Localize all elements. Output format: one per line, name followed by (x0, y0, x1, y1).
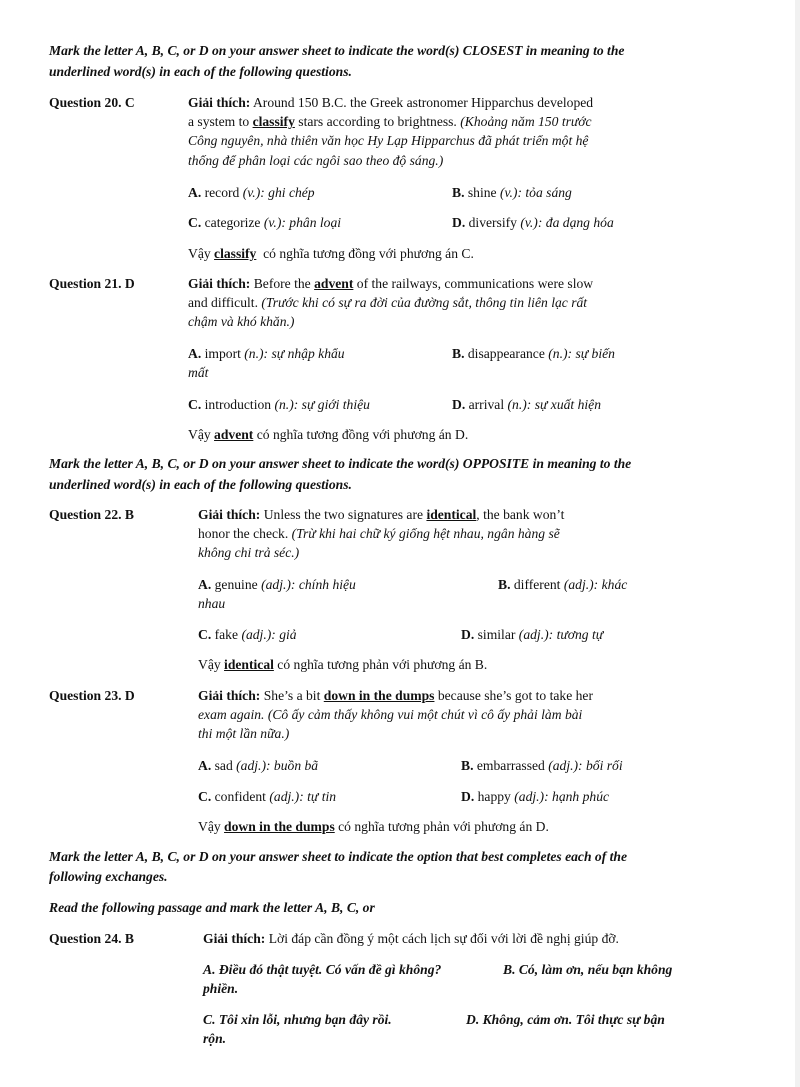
q20-keyword: classify (252, 114, 295, 129)
q24-option-d-cont: rộn. (203, 1031, 227, 1046)
q20-translation-2: Công nguyên, nhà thiên văn học Hy Lạp Hipparchus đã phát triển một hệ (188, 133, 589, 148)
page-edge-shadow (795, 0, 800, 1087)
q20-text-1: Around 150 B.C. the Greek astronomer Hipparchus developed (252, 95, 594, 110)
q22-option-a-cont: nhau (198, 596, 226, 611)
q21-conclusion: Vậy advent có nghĩa tương đồng với phương án D. (188, 427, 469, 442)
q22-option-d: D. similar (adj.): tương tự (461, 627, 604, 642)
q24-option-d: D. Không, cảm ơn. Tôi thực sự bận (466, 1012, 665, 1027)
instruction-opposite-line2: underlined word(s) in each of the following questions. (49, 477, 352, 492)
q21-option-d: D. arrival (n.): sự xuất hiện (452, 397, 602, 412)
q24-option-c: C. Tôi xin lỗi, nhưng bạn đây rồi. (203, 1012, 392, 1027)
question-22-label: Question 22. B (49, 507, 134, 522)
q20-option-b: B. shine (v.): tỏa sáng (452, 185, 572, 200)
question-20-line2 (188, 111, 592, 132)
question-21-line2: and difficult. (Trước khi có sự ra đời của đường sắt, thông tin liên lạc rất (188, 295, 588, 310)
question-21-line1: Giải thích: Before the advent of the railways, communications were slow (188, 276, 594, 291)
question-21-label: Question 21. D (49, 276, 135, 291)
question-22-line2: honor the check. (Trừ khi hai chữ ký giống hệt nhau, ngân hàng sẽ (198, 526, 560, 541)
q24-option-b-cont: phiền. (203, 981, 239, 996)
question-23-line1: Giải thích: She’s a bit down in the dumps because she’s got to take her (198, 688, 593, 703)
explain-label: Giải thích: (188, 95, 251, 110)
q20-translation-1: (Khoảng năm 150 trước (460, 114, 592, 129)
q20-text-2b: stars according to brightness. (294, 114, 457, 129)
q22-keyword: identical (426, 507, 477, 522)
q23-option-a: A. sad (adj.): buồn bã (198, 758, 319, 773)
q23-keyword: down in the dumps (323, 688, 435, 703)
q22-conclusion: Vậy identical có nghĩa tương phản với phương án B. (198, 657, 488, 672)
instruction-closest-line2: underlined word(s) in each of the following questions. (49, 64, 352, 79)
q23-option-c: C. confident (adj.): tự tin (198, 789, 337, 804)
question-23-label: Question 23. D (49, 688, 135, 703)
question-22-line1: Giải thích: Unless the two signatures are identical, the bank won’t (198, 507, 565, 522)
q23-conclusion: Vậy down in the dumps có nghĩa tương phản với phương án D. (198, 819, 549, 834)
q21-option-b-cont: mất (188, 365, 209, 380)
q24-option-a: A. Điều đó thật tuyệt. Có vấn đề gì không? (203, 962, 442, 977)
instruction-exchanges-line1: Mark the letter A, B, C, or D on your answer sheet to indicate the option that best completes each of the (49, 849, 627, 864)
q20-option-c: C. categorize (v.): phân loại (188, 215, 342, 230)
instruction-passage: Read the following passage and mark the letter A, B, C, or (49, 900, 375, 915)
question-20-line1 (188, 92, 593, 113)
instruction-opposite-line1: Mark the letter A, B, C, or D on your answer sheet to indicate the word(s) OPPOSITE in meaning to the (49, 456, 632, 471)
question-22-line3: không chi trả séc.) (198, 545, 300, 560)
q21-keyword: advent (314, 276, 354, 291)
q20-option-a: A. record (v.): ghi chép (188, 185, 315, 200)
question-23-line3: thi một lần nữa.) (198, 726, 290, 741)
q22-option-b: B. different (adj.): khác (498, 577, 628, 592)
question-20-label: Question 20. C (49, 95, 135, 110)
question-24-line1: Giải thích: Lời đáp cần đồng ý một cách lịch sự đối với lời đề nghị giúp đỡ. (203, 931, 619, 946)
question-21-line3: chậm và khó khăn.) (188, 314, 295, 329)
q23-option-b: B. embarrassed (adj.): bối rối (461, 758, 623, 773)
instruction-exchanges-line2: following exchanges. (49, 869, 168, 884)
q24-option-b: B. Có, làm ơn, nếu bạn không (503, 962, 673, 977)
q21-option-c: C. introduction (n.): sự giới thiệu (188, 397, 370, 412)
q21-option-b: B. disappearance (n.): sự biến (452, 346, 615, 361)
q20-translation-3: thống để phân loại các ngôi sao theo độ sáng.) (188, 153, 444, 168)
q20-option-d: D. diversify (v.): đa dạng hóa (452, 215, 614, 230)
q20-text-2a: a system to (188, 114, 253, 129)
q22-option-a: A. genuine (adj.): chính hiệu (198, 577, 356, 592)
q20-conclusion: Vậy classify có nghĩa tương đồng với phương án C. (188, 246, 474, 261)
q23-option-d: D. happy (adj.): hạnh phúc (461, 789, 610, 804)
q22-option-c: C. fake (adj.): giả (198, 627, 297, 642)
q21-option-a: A. import (n.): sự nhập khẩu (188, 346, 345, 361)
instruction-closest-line1: Mark the letter A, B, C, or D on your answer sheet to indicate the word(s) CLOSEST in meaning to the (49, 43, 625, 58)
question-23-line2: exam again. (Cô ấy cảm thấy không vui một chút vì cô ấy phải làm bài (198, 707, 583, 722)
question-24-label: Question 24. B (49, 931, 134, 946)
